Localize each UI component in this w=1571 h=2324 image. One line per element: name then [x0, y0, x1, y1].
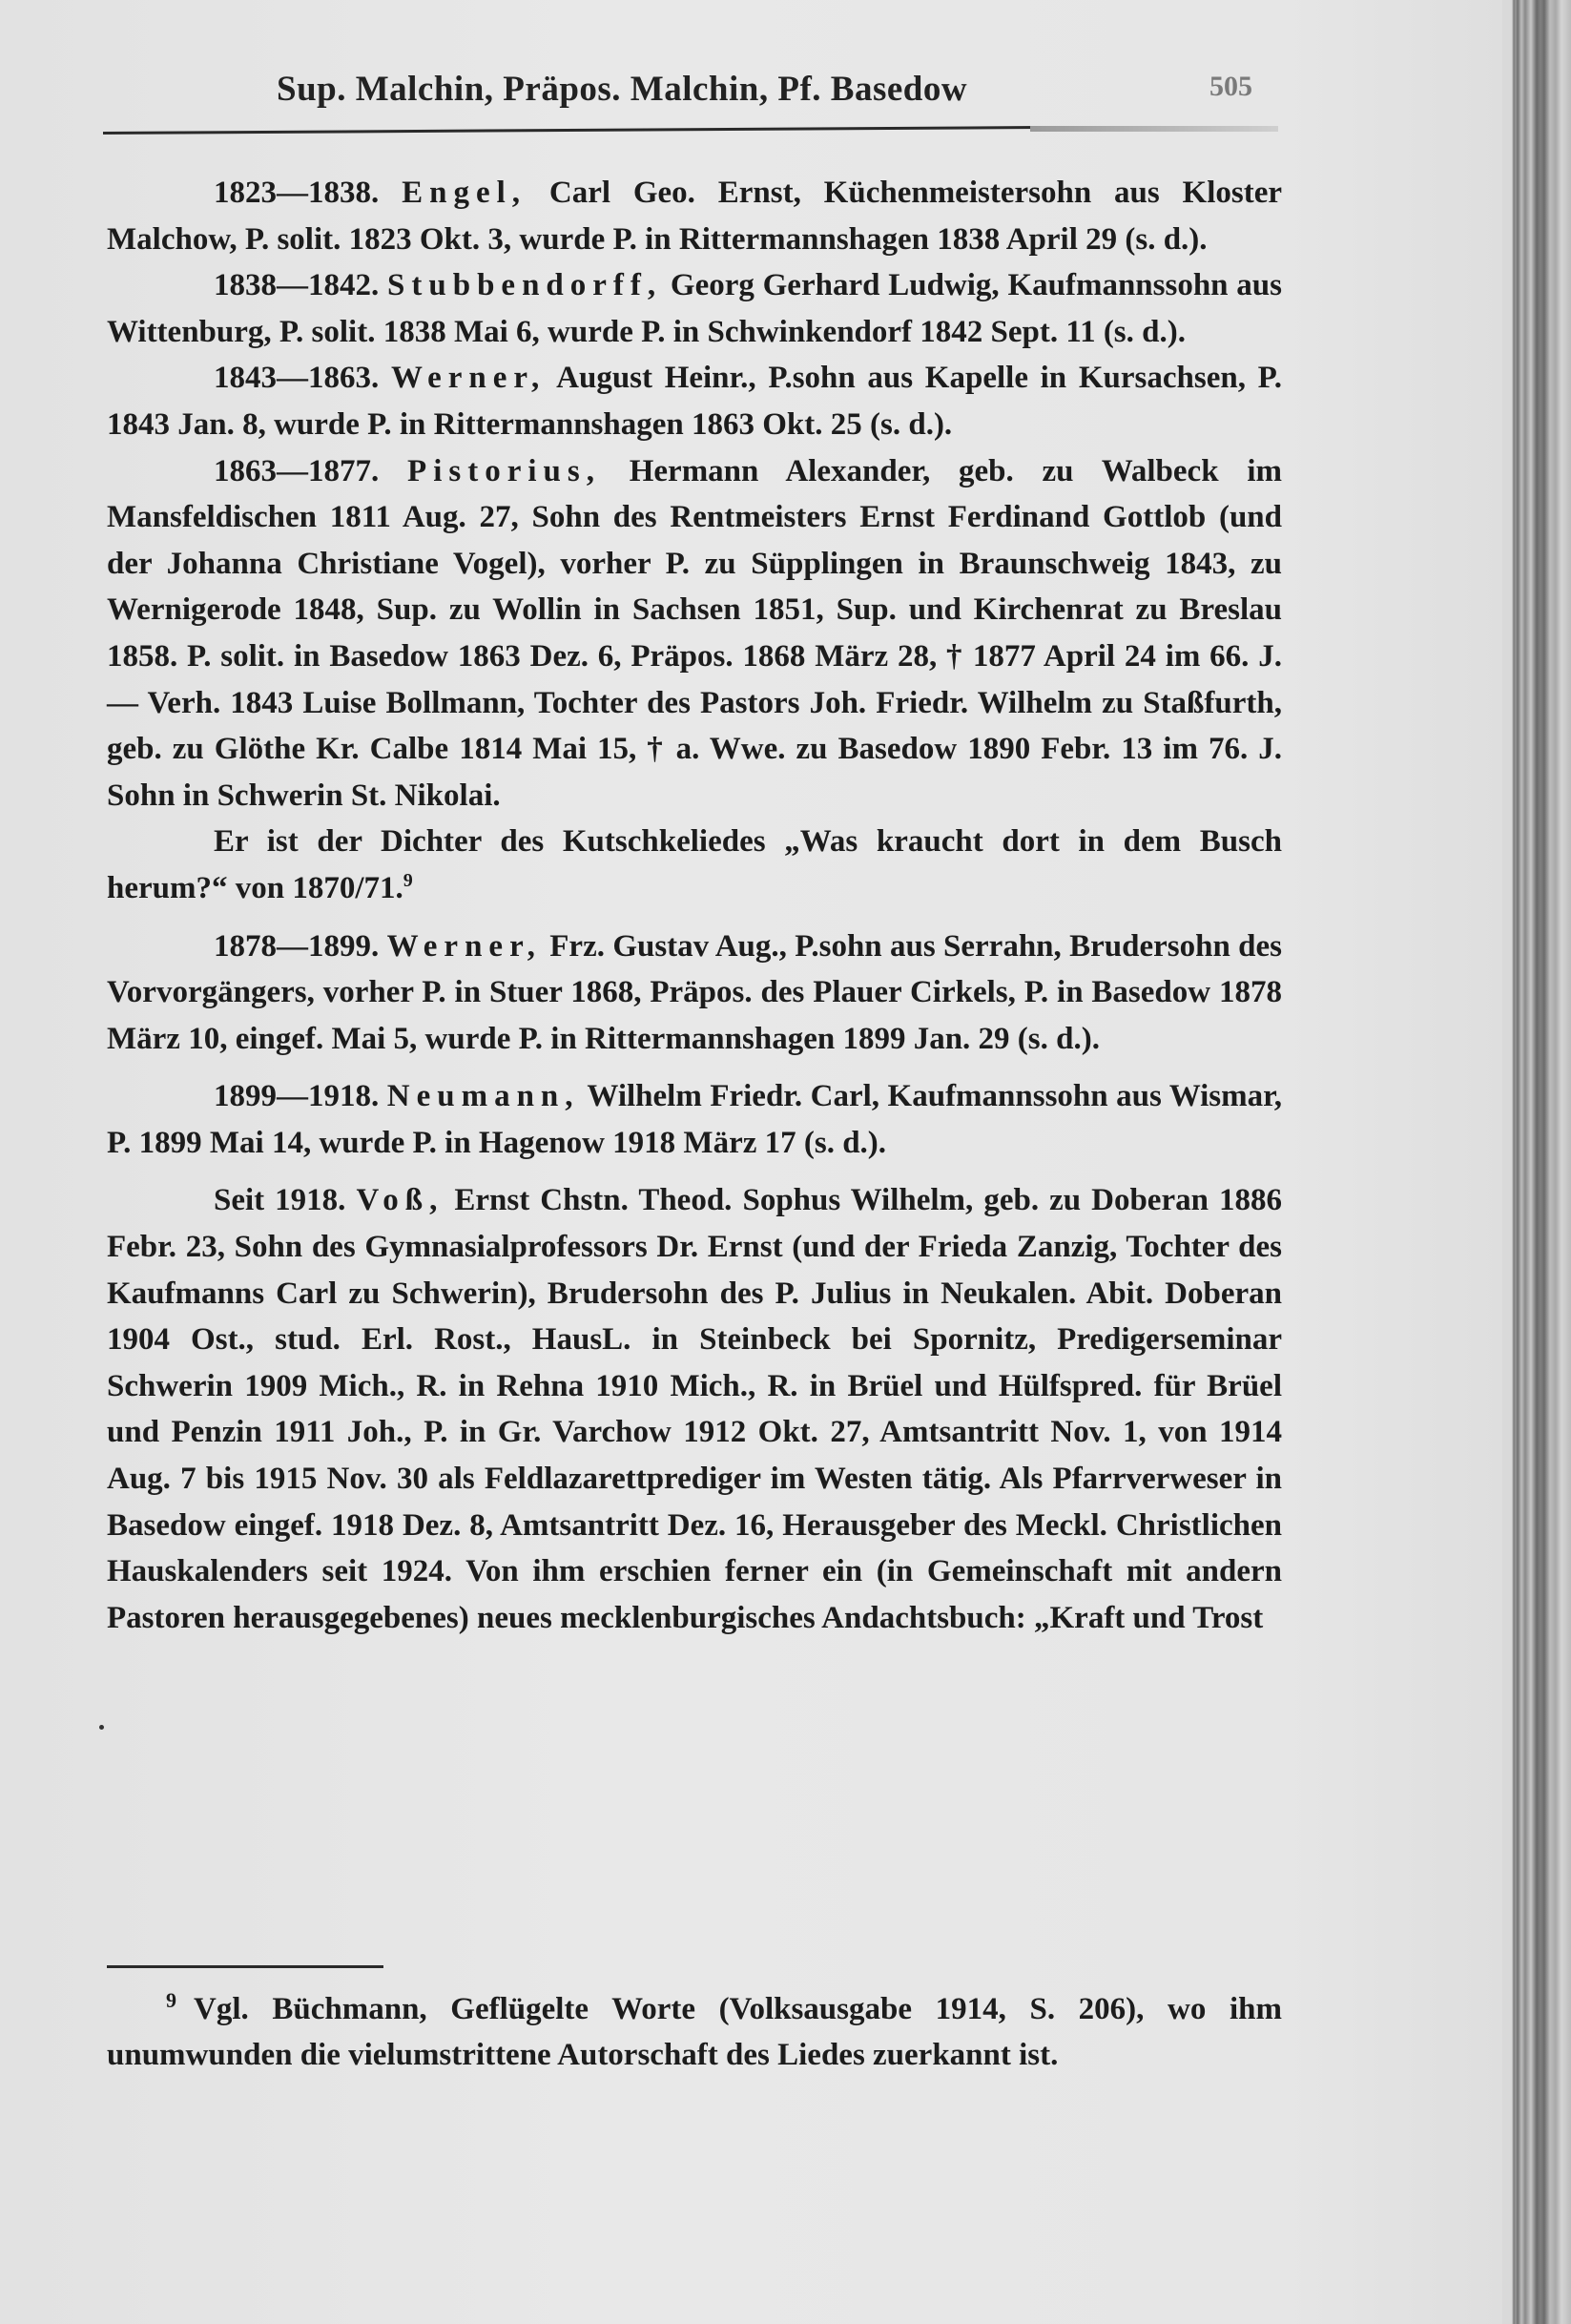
entry-stubbendorff	[107, 262, 1282, 355]
entry-werner-frz	[107, 923, 1282, 1063]
entry-years: 1899—1918.	[214, 1079, 380, 1114]
entry-name: Engel,	[402, 176, 527, 210]
footnote-mark: 9	[166, 1988, 176, 2012]
entry-name: Werner,	[390, 361, 547, 396]
entry-text: Wilhelm Friedr. Carl, Kaufmannssohn aus Wismar, P. 1899 Mai 14, wurde P. in Hagenow 1918 März 17 (s. d.).	[107, 1079, 1282, 1160]
spacer	[107, 912, 1282, 923]
entry-name: Voß,	[356, 1183, 444, 1218]
entry-text: August Heinr., P.sohn aus Kapelle in Kursachsen, P. 1843 Jan. 8, wurde P. in Rittermannshagen 1863 Okt. 25 (s. d.).	[107, 361, 1283, 442]
footnote	[107, 1986, 1282, 2078]
header-rule	[103, 126, 1038, 135]
entry-voss	[107, 1177, 1282, 1641]
entry-years: 1838—1842.	[214, 268, 380, 303]
entry-name: Neumann,	[386, 1079, 580, 1114]
entry-name: Pistorius,	[407, 453, 601, 488]
entry-text: Carl Geo. Ernst, Küchenmeistersohn aus Kloster Malchow, P. solit. 1823 Okt. 3, wurde P. in Rittermannshagen 1838 April 29 (s. d.).	[107, 176, 1283, 257]
spacer	[107, 1062, 1282, 1073]
entry-name: Werner,	[386, 928, 542, 964]
footnote-rule	[107, 1965, 383, 1968]
footnote-text: Vgl. Büchmann, Geflügelte Worte (Volksausgabe 1914, S. 206), wo ihm unumwunden die vielumstrittene Autorschaft des Liedes zuerkannt ist.	[107, 1992, 1282, 2072]
spacer	[107, 1166, 1282, 1177]
page-stack-edge	[1502, 0, 1571, 2324]
entry-werner-august	[107, 355, 1282, 447]
entry-text: Hermann Alexander, geb. zu Walbeck im Mansfeldischen 1811 Aug. 27, Sohn des Rentmeisters Ernst Ferdinand Gottlob (und der Johanna Christiane Vogel), vorher P. zu Süpplingen in Braunschweig 1843, zu Wernigerode 1848, Sup. zu Wollin in Sachsen 1851, Sup. und Kirchenrat zu Breslau 1858. P. solit. in Basedow 1863 Dez. 6, Präpos. 1868 März 28, † 1877 April 24 im 66. J. — Verh. 1843 Luise Bollmann, Tochter des Pastors Joh. Friedr. Wilhelm zu Staßfurth, geb. zu Glöthe Kr. Calbe 1814 Mai 15, † a. Wwe. zu Basedow 1890 Febr. 13 im 76. J. Sohn in Schwerin St. Nikolai.	[107, 453, 1282, 813]
entry-name: Stubbendorff,	[387, 268, 663, 303]
kutschkelied-note	[107, 819, 1282, 911]
footnote-reference[interactable]: 9	[403, 869, 413, 891]
page-number: 505	[1209, 71, 1252, 102]
entry-years: 1843—1863.	[214, 361, 380, 396]
running-title: Sup. Malchin, Präpos. Malchin, Pf. Basedow	[277, 70, 968, 109]
entry-text: Ernst Chstn. Theod. Sophus Wilhelm, geb. zu Doberan 1886 Febr. 23, Sohn des Gymnasialprofessors Dr. Ernst (und der Frieda Zanzig, Tochter des Kaufmanns Carl zu Schwerin), Brudersohn des P. Julius in Neukalen. Abit. Doberan 1904 Ost., stud. Erl. Rost., HausL. in Steinbeck bei Spornitz, Predigerseminar Schwerin 1909 Mich., R. in Rehna 1910 Mich., R. in Brüel und Hülfspred. für Brüel und Penzin 1911 Joh., P. in Gr. Varchow 1912 Okt. 27, Amtsantritt Nov. 1, von 1914 Aug. 7 bis 1915 Nov. 30 als Feldlazarettprediger im Westen tätig. Als Pfarrverweser in Basedow eingef. 1918 Dez. 8, Amtsantritt Dez. 16, Herausgeber des Meckl. Christlichen Hauskalenders seit 1924. Von ihm erschien ferner ein (in Gemeinschaft mit andern Pastoren herausgegebenes) neues mecklenburgisches Andachtsbuch: „Kraft und Trost	[107, 1183, 1282, 1635]
main-text	[107, 170, 1282, 1641]
header-rule-faded	[1030, 126, 1278, 132]
entry-pistorius	[107, 448, 1282, 820]
entry-years: 1878—1899.	[214, 928, 380, 964]
note-text: Er ist der Dichter des Kutschkeliedes „Was kraucht dort in dem Busch herum?“ von 1870/71.	[107, 824, 1282, 905]
entry-years: Seit 1918.	[214, 1183, 346, 1218]
entry-text: Frz. Gustav Aug., P.sohn aus Serrahn, Brudersohn des Vorvorgängers, vorher P. in Stuer 1868, Präpos. des Plauer Cirkels, P. in Basedow 1878 März 10, eingef. Mai 5, wurde P. in Rittermannshagen 1899 Jan. 29 (s. d.).	[107, 928, 1282, 1056]
entry-years: 1823—1838.	[214, 176, 380, 210]
entry-neumann	[107, 1073, 1282, 1166]
entry-engel	[107, 170, 1282, 262]
entry-text: Georg Gerhard Ludwig, Kaufmannssohn aus Wittenburg, P. solit. 1838 Mai 6, wurde P. in Schwinkendorf 1842 Sept. 11 (s. d.).	[107, 268, 1282, 349]
entry-years: 1863—1877.	[214, 453, 380, 488]
ink-speck	[99, 1725, 104, 1730]
